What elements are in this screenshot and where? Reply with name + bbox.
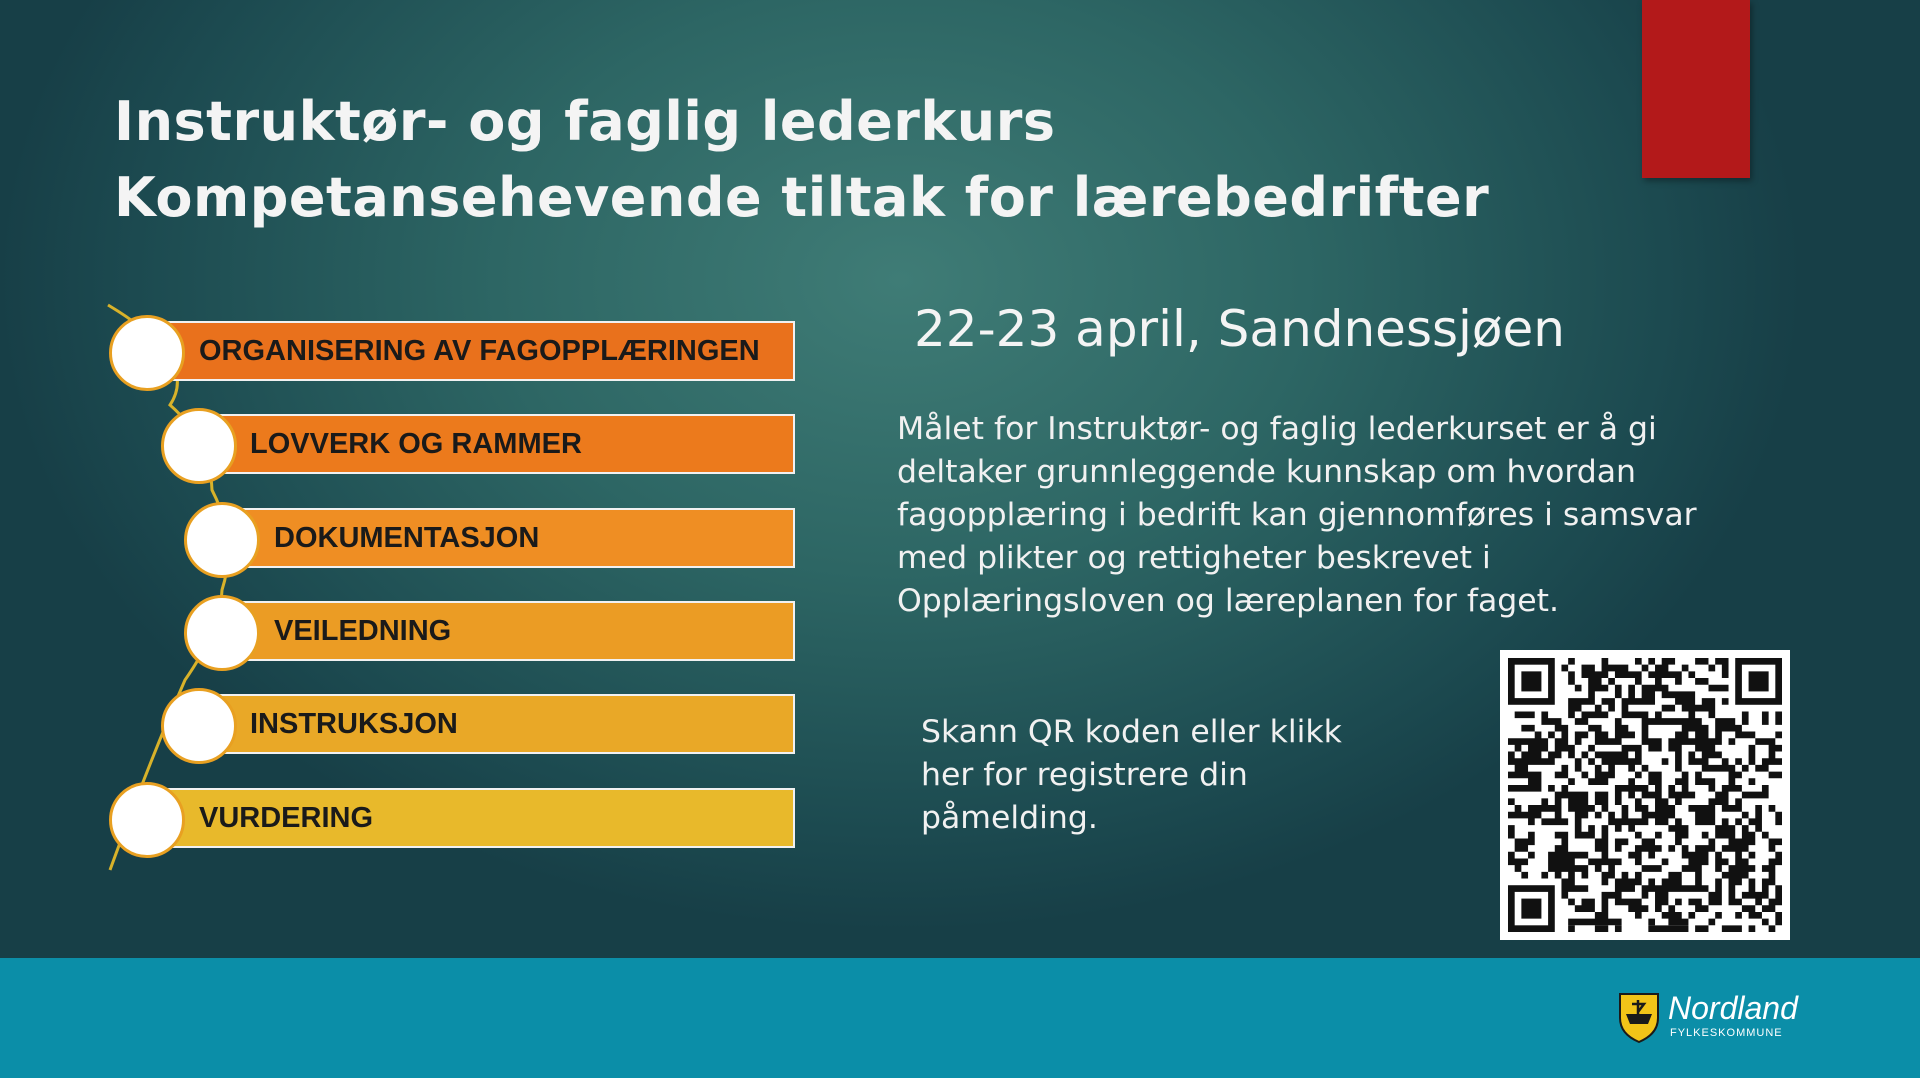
description-line: med plikter og rettigheter beskrevet i [897,540,1491,576]
step-circle-4 [184,595,260,671]
step-label-1: ORGANISERING AV FAGOPPLÆRINGEN [199,334,760,367]
coat-of-arms-icon [1618,992,1660,1044]
step-circle-1 [109,315,185,391]
step-bar-2 [200,414,795,474]
step-bar-4 [224,601,795,661]
step-label-4: VEILEDNING [274,614,452,647]
step-circle-2 [161,408,237,484]
logo-name: Nordland [1668,990,1798,1026]
step-label-2: LOVVERK OG RAMMER [250,427,582,460]
description-line: fagopplæring i bedrift kan gjennomføres i samsvar [897,497,1697,533]
red-accent-tab [1642,0,1750,178]
description-line: Målet for Instruktør- og faglig lederkurset er å gi [897,411,1657,447]
step-label-3: DOKUMENTASJON [274,521,540,554]
nordland-logo [1618,990,1798,1048]
step-bar-3 [224,508,795,568]
scan-line[interactable]: her for registrere din [921,757,1248,793]
title-line-2: Kompetansehevende tiltak for lærebedrifter [114,166,1490,229]
step-circle-5 [161,688,237,764]
scan-line[interactable]: Skann QR koden eller klikk [921,714,1342,750]
logo-subtitle: FYLKESKOMMUNE [1670,1027,1783,1039]
description-line: deltaker grunnleggende kunnskap om hvordan [897,454,1637,490]
step-circle-6 [109,782,185,858]
step-bar-6 [147,788,795,848]
step-circle-3 [184,502,260,578]
registration-qr-code[interactable] [1500,650,1790,940]
step-bar-1 [147,321,795,381]
course-topics-list [0,0,820,900]
description-line: Opplæringsloven og læreplanen for faget. [897,583,1559,619]
event-date-place: 22-23 april, Sandnessjøen [914,300,1565,358]
registration-link[interactable] [921,711,1441,840]
step-label-5: INSTRUKSJON [250,707,458,740]
step-label-6: VURDERING [199,801,374,834]
scan-line[interactable]: påmelding. [921,800,1098,836]
title-line-1: Instruktør- og faglig lederkurs [114,90,1056,153]
step-bar-5 [200,694,795,754]
course-description [897,408,1797,623]
qr-code-icon [1508,658,1782,932]
